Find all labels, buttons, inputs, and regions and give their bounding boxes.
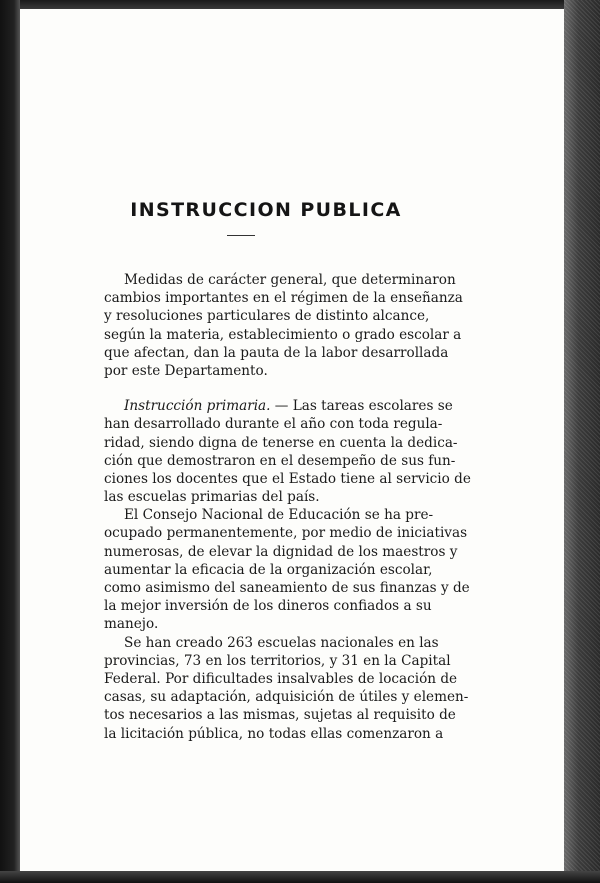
paper-sheet: [20, 9, 564, 871]
lead-rest: — Las tareas escolares se: [270, 398, 453, 415]
scan-border-left: [0, 0, 20, 883]
paragraph-4: [84, 634, 469, 743]
scan-border-top: [0, 0, 600, 9]
text-line: las escuelas primarias del país.: [104, 489, 320, 506]
scan-border-bottom: [0, 871, 600, 883]
text-line: [84, 397, 453, 415]
paragraph-3: [84, 506, 470, 633]
text-line: según la materia, establecimiento o grado escolar a: [104, 326, 462, 343]
scan-border-right: [564, 0, 600, 883]
text-line: El Consejo Nacional de Educación se ha pre-: [124, 507, 434, 524]
text-line: aumentar la eficacia de la organización escolar,: [104, 561, 433, 578]
text-line: Medidas de carácter general, que determinaron: [124, 272, 456, 288]
text-line: cambios importantes en el régimen de la enseñanza: [104, 290, 463, 307]
text-line: han desarrollado durante el año con toda regula-: [104, 416, 443, 433]
text-line: ción que demostraron en el desempeño de sus fun-: [104, 452, 456, 469]
text-line: la mejor inversión de los dineros confiados a su: [104, 598, 432, 615]
text-line: Se han creado 263 escuelas nacionales en las: [124, 634, 439, 651]
text-line: provincias, 73 en los territorios, y 31 en la Capital: [104, 652, 451, 669]
text-line: por este Departamento.: [104, 362, 268, 379]
text-line: casas, su adaptación, adquisición de útiles y elemen-: [104, 689, 469, 706]
body-text: [84, 271, 471, 743]
text-line: ocupado permanentemente, por medio de iniciativas: [104, 525, 468, 542]
heading-rule: [227, 235, 255, 236]
text-line: numerosas, de elevar la dignidad de los maestros y: [104, 543, 458, 560]
text-line: manejo.: [104, 616, 159, 633]
italic-lead: Instrucción primaria.: [124, 398, 271, 415]
text-line: tos necesarios a las mismas, sujetas al requisito de: [104, 707, 456, 724]
text-line: ridad, siendo digna de tenerse en cuenta la dedica-: [104, 434, 458, 451]
text-line: como asimismo del saneamiento de sus finanzas y de: [104, 580, 470, 596]
text-line: que afectan, dan la pauta de la labor desarrollada: [104, 344, 449, 361]
section-heading: INSTRUCCION PUBLICA: [130, 199, 402, 221]
text-line: y resoluciones particulares de distinto alcance,: [104, 308, 430, 325]
text-line: ciones los docentes que el Estado tiene al servicio de: [104, 470, 471, 487]
text-line: Federal. Por dificultades insalvables de locación de: [104, 670, 458, 687]
paragraph-1: [84, 271, 463, 380]
text-line: la licitación pública, no todas ellas comenzaron a: [104, 725, 444, 742]
paragraph-2: [84, 397, 471, 506]
